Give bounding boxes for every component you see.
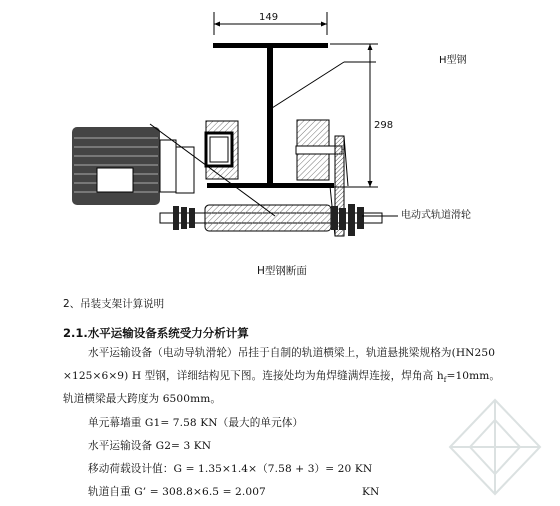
- calc-line-1: 单元幕墙重 G1= 7.58 KN（最大的单元体）: [88, 417, 304, 429]
- watermark-logo-icon: [440, 392, 550, 502]
- sub-section-heading: 2.1.水平运输设备系统受力分析计算: [63, 326, 249, 340]
- left-hanger-block: [206, 121, 238, 179]
- dimension-height-label: 298: [374, 120, 394, 131]
- calc-line-4: 轨道自重 G’ = 308.8×6.5 = 2.007: [88, 486, 266, 498]
- calc-line-3: 移动荷载设计值：G = 1.35×1.4×（7.58 + 3）= 20 KN: [88, 463, 373, 475]
- rail-pulley-label: 电动式轨道滑轮: [401, 210, 471, 221]
- motor: [72, 127, 194, 205]
- dimension-width-label: 149: [259, 12, 279, 23]
- figure-caption: H型钢断面: [257, 265, 307, 277]
- paragraph-line-2: ×125×6×9) H 型钢，详细结构见下图。连接处均为角焊缝满焊连接，焊角高 $h_f=10mm$。: [63, 370, 501, 385]
- h-steel-label: H型钢: [439, 55, 467, 66]
- paragraph-line-1: 水平运输设备（电动导轨滑轮）吊挂于自制的轨道横梁上，轨道悬挑梁规格为(HN250: [88, 347, 496, 359]
- roller-shaft: [160, 204, 382, 236]
- section-heading: 2、吊装支架计算说明: [63, 298, 165, 310]
- calc-line-2: 水平运输设备 G2= 3 KN: [88, 440, 212, 452]
- calc-line-4-unit: KN: [362, 486, 380, 498]
- paragraph-line-3: 轨道横梁最大跨度为 6500mm。: [63, 393, 222, 405]
